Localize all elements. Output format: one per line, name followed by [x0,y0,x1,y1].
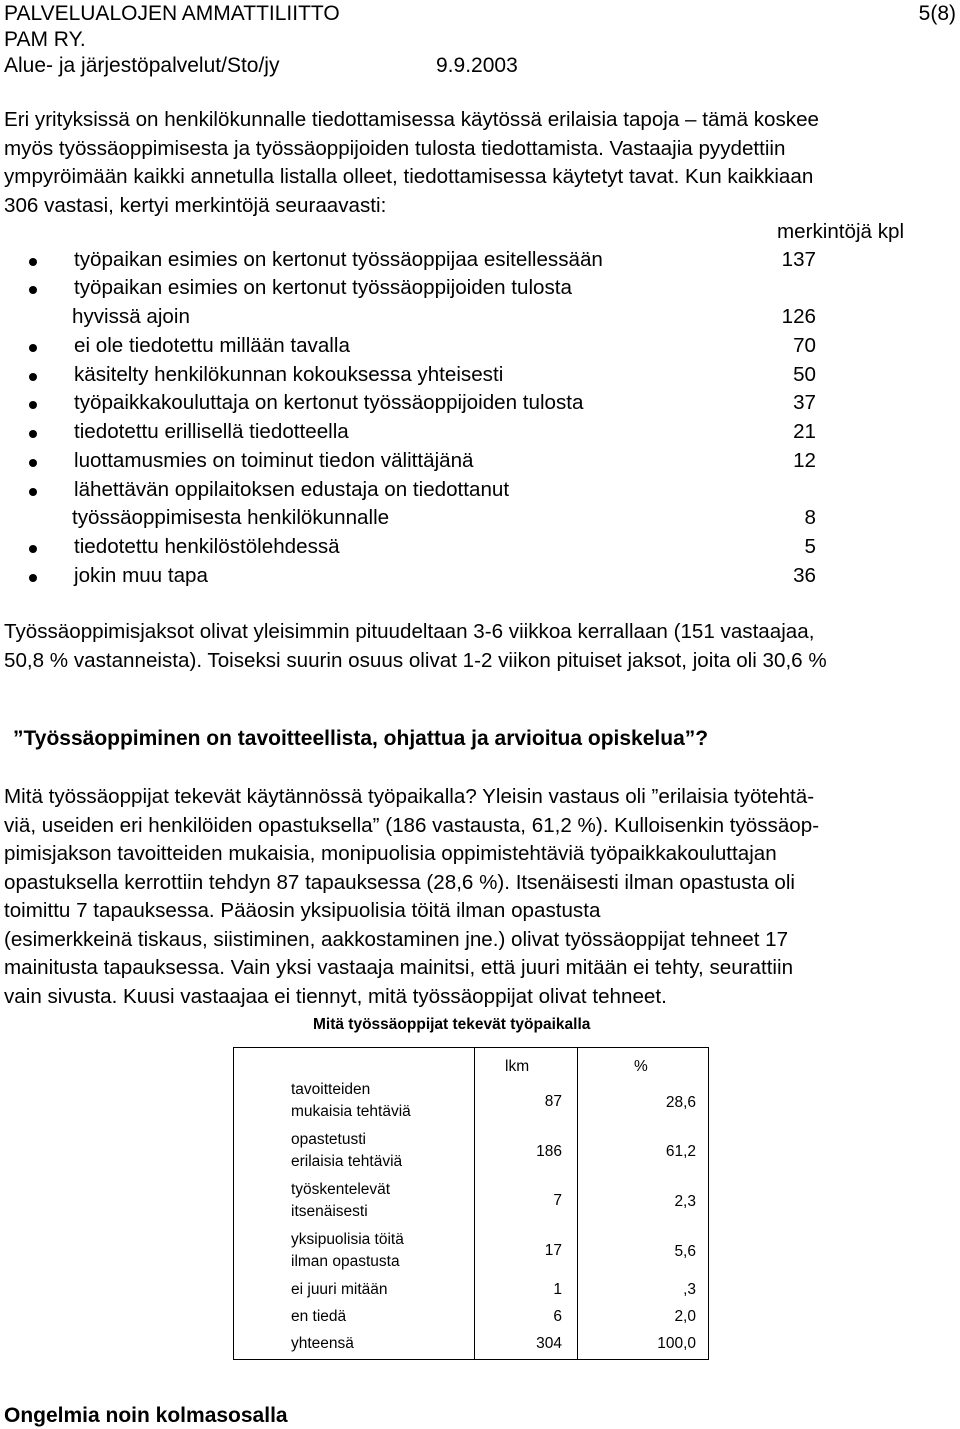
list-item-text-continued: työssäoppimisesta henkilökunnalle [72,506,390,529]
list-item-count: 36 [793,564,816,587]
bullet-icon [29,488,37,496]
text-line: 50,8 % vastanneista). Toiseksi suurin osuus olivat 1-2 viikon pituiset jaksot, joita oli 30,6 % [4,648,827,672]
list-item-text: työpaikan esimies on kertonut työssäoppijoiden tulosta [74,276,572,299]
text-line: 306 vastasi, kertyi merkintöjä seuraavasti: [4,193,387,217]
column-header-pct: % [634,1058,648,1075]
row-label: työskentelevät itsenäisesti [291,1181,391,1220]
row-pct: ,3 [683,1281,696,1298]
table-title: Mitä työssäoppijat tekevät työpaikalla [313,1016,591,1033]
row-lkm: 17 [544,1242,562,1259]
text-line: (esimerkkeinä tiskaus, siistiminen, aakkostaminen jne.) olivat työssäoppijat tehneet 17 [4,927,789,951]
list-item-text: tiedotettu erillisellä tiedotteella [74,420,349,443]
row-lkm: 186 [536,1143,562,1160]
row-pct: 5,6 [674,1243,696,1260]
row-pct: 100,0 [657,1335,696,1352]
list-item-count: 8 [804,506,816,529]
row-label: opastetusti erilaisia tehtäviä [291,1131,403,1170]
row-lkm: 6 [553,1308,562,1325]
bullet-icon [29,258,37,266]
list-item-count: 70 [793,334,816,357]
text-line: Eri yrityksissä on henkilökunnalle tiedottamisessa käytössä erilaisia tapoja – tämä koskee [4,108,819,131]
row-label: yksipuolisia töitä ilman opastusta [291,1231,404,1270]
section-heading: Ongelmia noin kolmasosalla [4,1404,288,1427]
list-item-count: 12 [793,449,816,472]
list-item-count: 37 [793,391,816,414]
page-number: 5(8) [918,2,956,25]
text-line: vain sivusta. Kuusi vastaajaa ei tiennyt, mitä työssäoppijat olivat tehneet. [4,984,667,1008]
list-item-count: 5 [804,535,816,558]
text-line: ympyröimään kaikki annetulla listalla olleet, tiedottamisessa käytetyt tavat. Kun kaikkiaan [4,165,814,188]
org-name-short: PAM RY. [4,28,86,51]
table-divider [577,1047,578,1360]
department: Alue- ja järjestöpalvelut/Sto/jy [4,54,280,77]
text-line: mainitusta tapauksessa. Vain yksi vastaaja mainitsi, että juuri mitään ei tehty, seurattiin [4,956,794,979]
text-line: opastuksella kerrottiin tehdyn 87 tapauksessa (28,6 %). Itsenäisesti ilman opastusta oli [4,870,795,894]
list-item-text: tiedotettu henkilöstölehdessä [74,535,340,558]
row-lkm: 1 [553,1281,562,1298]
list-item-count: 21 [793,420,816,443]
duration-paragraph [4,618,956,675]
row-lkm: 87 [544,1093,562,1110]
list-item-count: 126 [781,305,816,328]
row-label: en tiedä [291,1308,347,1325]
text-line: pimisjakson tavoitteiden mukaisia, monipuolisia oppimistehtäviä työpaikkakouluttajan [4,842,777,865]
list-column-header: merkintöjä kpl [777,220,905,243]
intro-paragraph [4,106,956,220]
row-pct: 2,0 [674,1308,696,1325]
row-label: tavoitteiden mukaisia tehtäviä [291,1081,411,1120]
table-divider [474,1047,475,1360]
text-line: viä, useiden eri henkilöiden opastuksella” (186 vastausta, 61,2 %). Kulloisenkin työssäop- [4,813,820,837]
bullet-icon [29,574,37,582]
list-item-count: 50 [793,363,816,386]
list-item-text: työpaikkakouluttaja on kertonut työssäoppijoiden tulosta [74,391,584,414]
list-item-text: ei ole tiedotettu millään tavalla [74,334,350,357]
list-item-text-continued: hyvissä ajoin [72,305,190,328]
list-item-text: työpaikan esimies on kertonut työssäoppijaa esitellessään [74,248,603,271]
list-item-count: 137 [781,248,816,271]
row-pct: 28,6 [665,1094,696,1111]
row-pct: 2,3 [674,1193,696,1210]
bullet-icon [29,401,37,409]
org-name: PALVELUALOJEN AMMATTILIITTO [4,2,340,25]
bullet-icon [29,344,37,352]
text-line: toimittu 7 tapauksessa. Pääosin yksipuolisia töitä ilman opastusta [4,899,601,922]
row-lkm: 304 [536,1335,562,1352]
row-label: ei juuri mitään [291,1281,388,1298]
bullet-icon [29,286,37,294]
text-line: myös työssäoppimisesta ja työssäoppijoiden tulosta tiedottamista. Vastaajia pyydettiin [4,136,786,160]
list-item-text: lähettävän oppilaitoksen edustaja on tiedottanut [74,478,510,501]
document-date: 9.9.2003 [436,54,518,77]
bullet-icon [29,459,37,467]
bullet-icon [29,545,37,553]
list-item-text: käsitelty henkilökunnan kokouksessa yhteisesti [74,363,504,386]
bullet-icon [29,430,37,438]
list-item-text: jokin muu tapa [74,564,208,587]
row-label: yhteensä [291,1335,354,1352]
text-line: Työssäoppimisjaksot olivat yleisimmin pituudeltaan 3-6 viikkoa kerrallaan (151 vastaajaa, [4,620,815,643]
row-lkm: 7 [553,1192,562,1209]
text-line: Mitä työssäoppijat tekevät käytännössä työpaikalla? Yleisin vastaus oli ”erilaisia työtehtä- [4,785,815,808]
tasks-paragraph [4,783,956,1011]
row-pct: 61,2 [665,1143,696,1160]
section-heading: ”Työssäoppiminen on tavoitteellista, ohjattua ja arvioitua opiskelua”? [13,727,709,750]
bullet-icon [29,373,37,381]
column-header-lkm: lkm [505,1058,530,1075]
list-item-text: luottamusmies on toiminut tiedon välittäjänä [74,449,474,472]
